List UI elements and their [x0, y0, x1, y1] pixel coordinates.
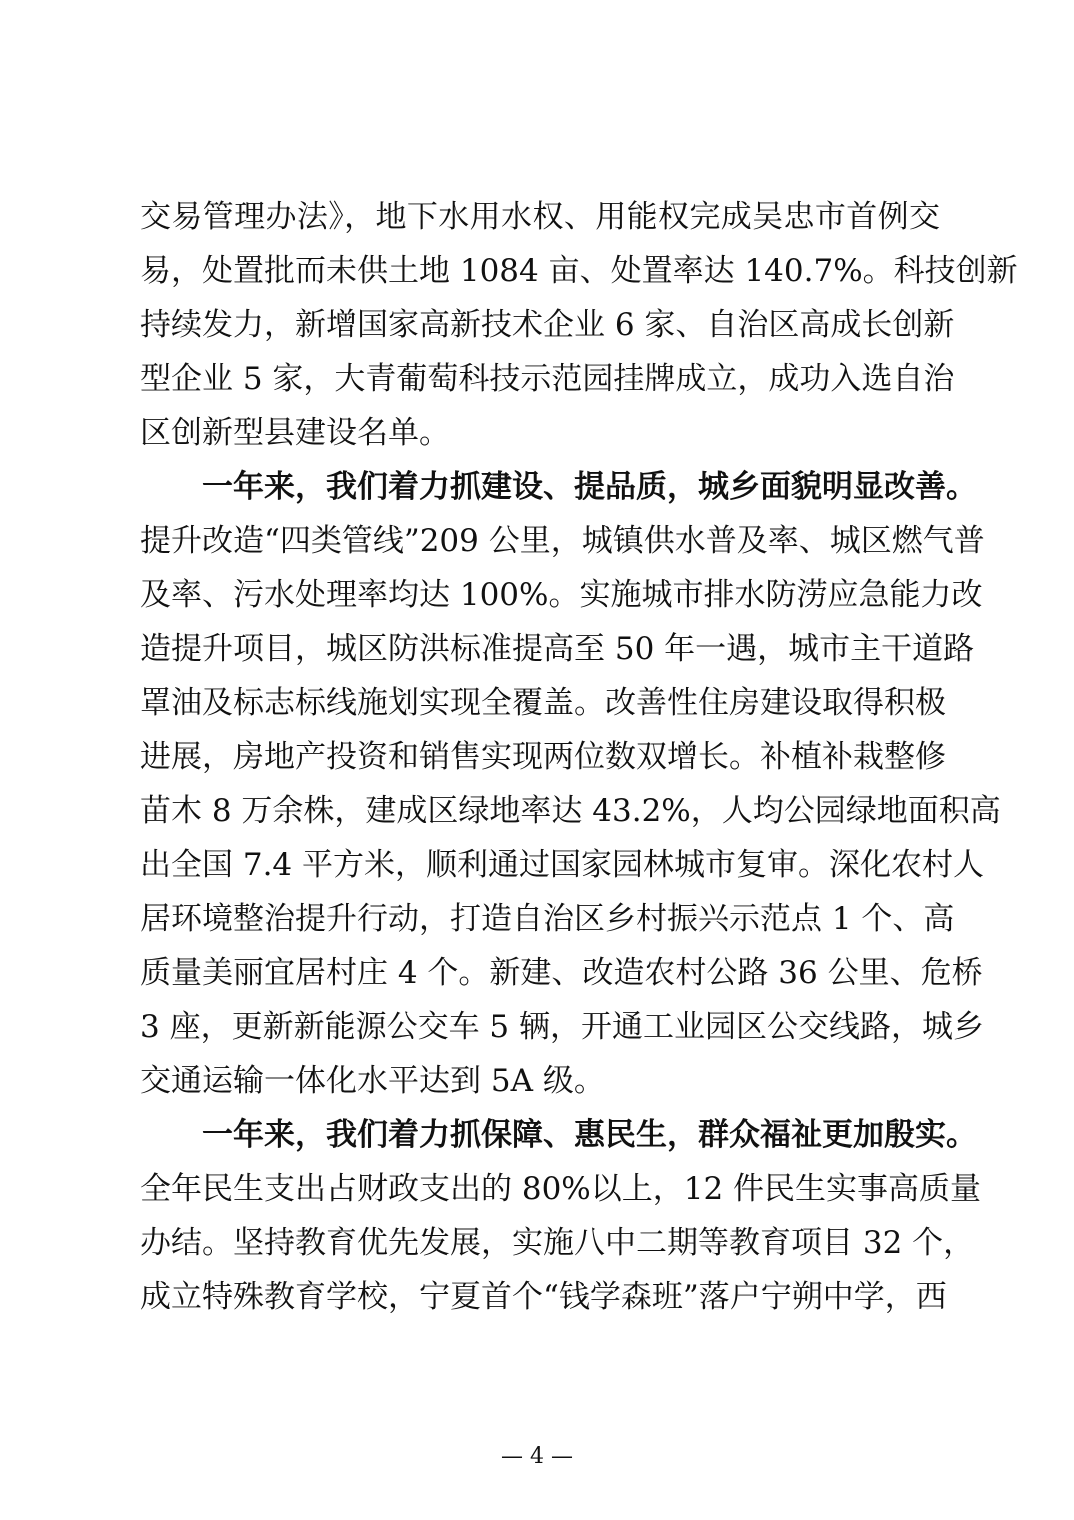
text-line: 苗木 8 万余株，建成区绿地率达 43.2%，人均公园绿地面积高 — [140, 793, 1001, 829]
text-line: 进展，房地产投资和销售实现两位数双增长。补植补栽整修 — [140, 739, 946, 775]
text-line: 居环境整治提升行动，打造自治区乡村振兴示范点 1 个、高 — [140, 901, 955, 937]
text-line: 区创新型县建设名单。 — [140, 415, 450, 451]
text-line: 及率、污水处理率均达 100%。实施城市排水防涝应急能力改 — [140, 577, 983, 613]
text-line: 成立特殊教育学校，宁夏首个“钱学森班”落户宁朔中学，西 — [140, 1279, 947, 1315]
text-line: 罩油及标志标线施划实现全覆盖。改善性住房建设取得积极 — [140, 685, 946, 721]
text-line: 质量美丽宜居村庄 4 个。新建、改造农村公路 36 公里、危桥 — [140, 955, 983, 991]
page-number: — 4 — — [501, 1444, 573, 1469]
text-line: 交通运输一体化水平达到 5A 级。 — [140, 1063, 605, 1099]
paragraph-heading: 一年来，我们着力抓保障、惠民生，群众福祉更加殷实。 — [140, 1117, 977, 1153]
text-line: 型企业 5 家，大青葡萄科技示范园挂牌成立，成功入选自治 — [140, 361, 955, 397]
text-line: 交易管理办法》，地下水用水权、用能权完成吴忠市首例交 — [140, 199, 940, 235]
text-line: 3 座，更新新能源公交车 5 辆，开通工业园区公交线路，城乡 — [140, 1009, 985, 1045]
body-text — [140, 190, 1018, 1324]
text-line: 出全国 7.4 平方米，顺利通过国家园林城市复审。深化农村人 — [140, 847, 985, 883]
text-line: 易，处置批而未供土地 1084 亩、处置率达 140.7%。科技创新 — [140, 253, 1018, 289]
text-line: 提升改造“四类管线”209 公里，城镇供水普及率、城区燃气普 — [140, 523, 985, 559]
paragraph-heading: 一年来，我们着力抓建设、提品质，城乡面貌明显改善。 — [140, 469, 977, 505]
text-line: 办结。坚持教育优先发展，实施八中二期等教育项目 32 个， — [140, 1225, 975, 1261]
text-line: 全年民生支出占财政支出的 80%以上，12 件民生实事高质量 — [140, 1171, 982, 1207]
text-line: 持续发力，新增国家高新技术企业 6 家、自治区高成长创新 — [140, 307, 955, 343]
text-line: 造提升项目，城区防洪标准提高至 50 年一遇，城市主干道路 — [140, 631, 975, 667]
